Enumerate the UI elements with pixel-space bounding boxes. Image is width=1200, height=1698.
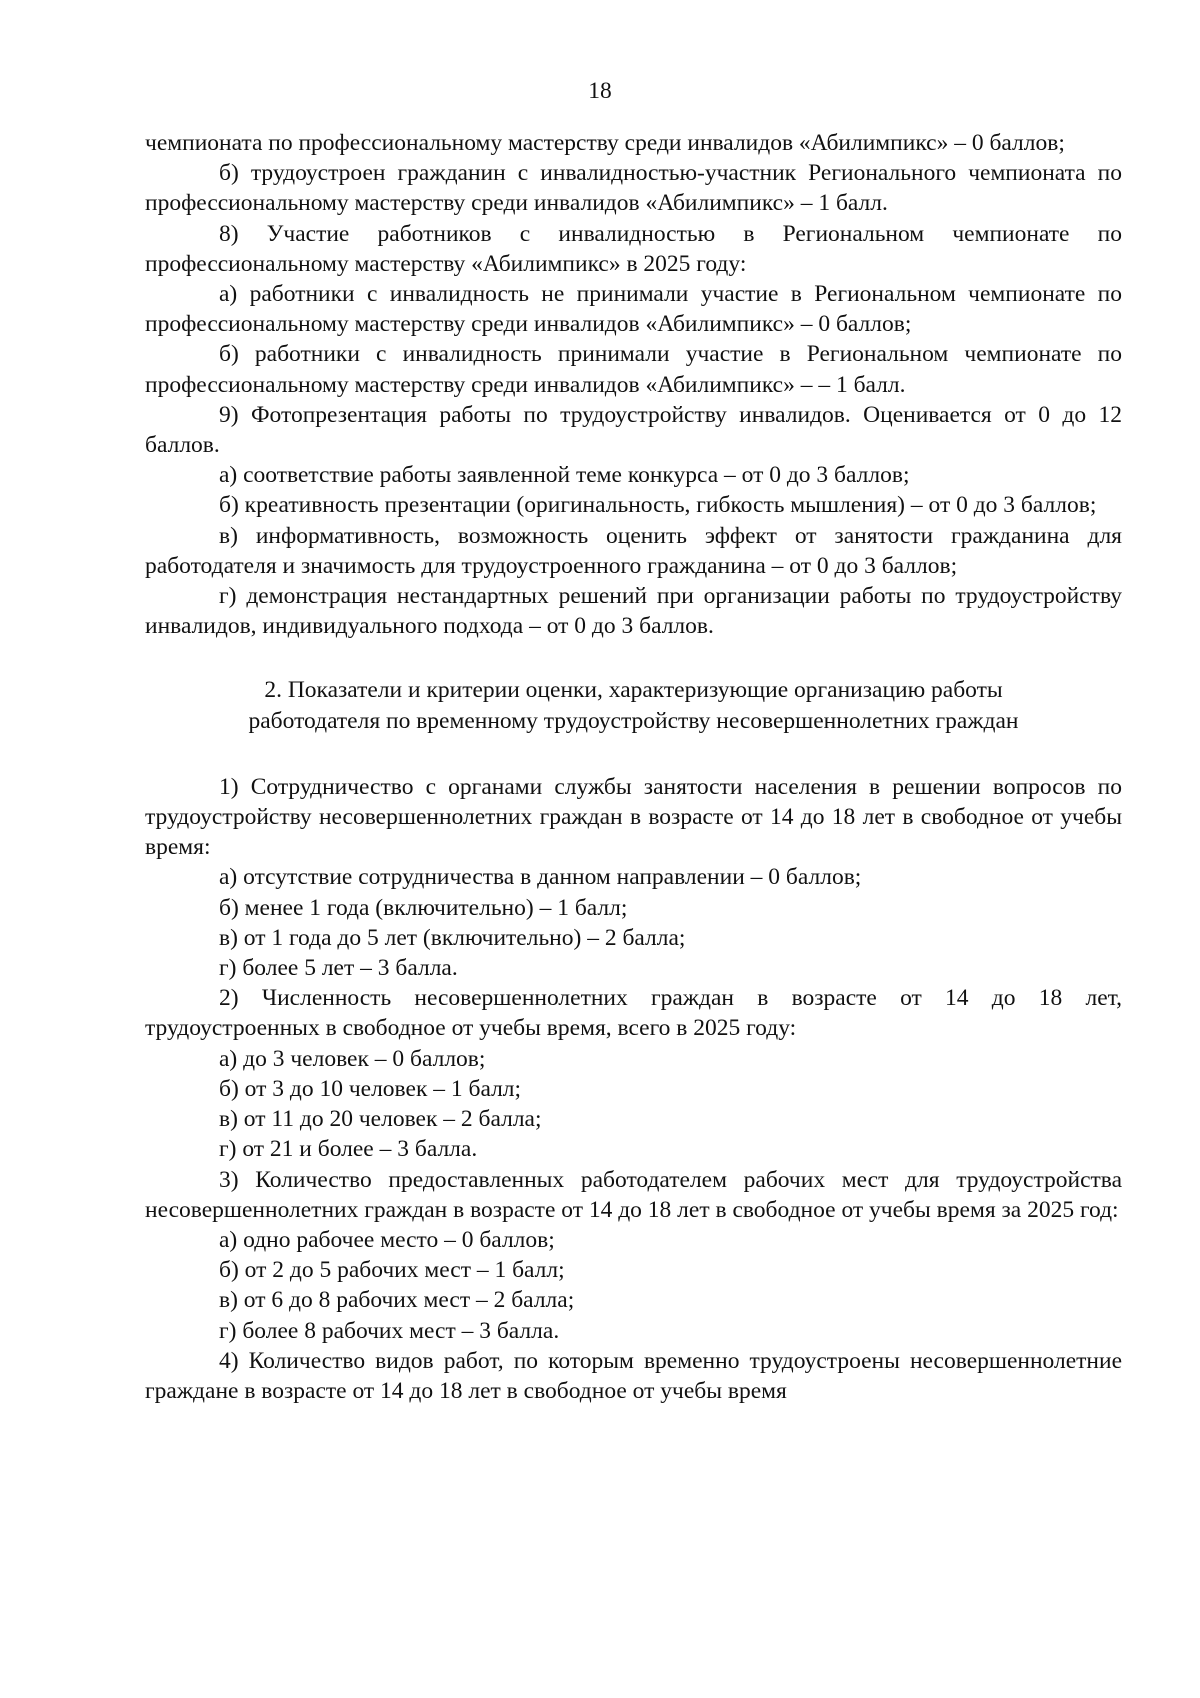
paragraph: 2) Численность несовершеннолетних граждан в возрасте от 14 до 18 лет, трудоустроенных в свободное от учебы время, всего в 2025 году: <box>145 985 1122 1042</box>
paragraph: в) от 11 до 20 человек – 2 балла; <box>219 1106 542 1133</box>
document-body <box>145 128 1122 1406</box>
top-paragraphs <box>145 128 1122 641</box>
paragraph: 3) Количество предоставленных работодателем рабочих мест для трудоустройства несовершеннолетних граждан в возрасте от 14 до 18 лет в свободное от учебы время за 2025 год: <box>145 1166 1122 1223</box>
paragraph: г) более 5 лет – 3 балла. <box>219 955 458 982</box>
paragraph: а) соответствие работы заявленной теме конкурса – от 0 до 3 баллов; <box>219 462 910 489</box>
paragraph: 8) Участие работников с инвалидностью в Региональном чемпионате по профессиональному мастерству «Абилимпикс» в 2025 году: <box>145 220 1122 277</box>
section-heading-line: 2. Показатели и критерии оценки, характеризующие организацию работы <box>264 677 1003 704</box>
paragraph: 1) Сотрудничество с органами службы занятости населения в решении вопросов по трудоустройству несовершеннолетних граждан в возрасте от 14 до 18 лет в свободное от учебы время: <box>145 773 1122 861</box>
section-heading <box>145 675 1122 735</box>
bottom-paragraphs <box>145 772 1122 1406</box>
paragraph: а) до 3 человек – 0 баллов; <box>219 1045 486 1072</box>
paragraph: чемпионата по профессиональному мастерству среди инвалидов «Абилимпикс» – 0 баллов; <box>145 130 1065 156</box>
paragraph: а) отсутствие сотрудничества в данном направлении – 0 баллов; <box>219 864 862 891</box>
paragraph: б) от 3 до 10 человек – 1 балл; <box>219 1075 522 1102</box>
paragraph: 4) Количество видов работ, по которым временно трудоустроены несовершеннолетние граждане в возрасте от 14 до 18 лет в свободное от учебы время <box>145 1347 1122 1404</box>
paragraph: г) более 8 рабочих мест – 3 балла. <box>219 1317 560 1344</box>
paragraph: б) менее 1 года (включительно) – 1 балл; <box>219 894 628 921</box>
paragraph: б) от 2 до 5 рабочих мест – 1 балл; <box>219 1257 565 1284</box>
paragraph: г) от 21 и более – 3 балла. <box>219 1136 478 1163</box>
paragraph: б) работники с инвалидность принимали участие в Региональном чемпионате по профессиональному мастерству среди инвалидов «Абилимпикс» – – 1 балл. <box>145 341 1122 398</box>
paragraph: в) информативность, возможность оценить эффект от занятости гражданина для работодателя и значимость для трудоустроенного гражданина – от 0 до 3 баллов; <box>145 522 1122 579</box>
paragraph: 9) Фотопрезентация работы по трудоустройству инвалидов. Оценивается от 0 до 12 баллов. <box>145 401 1122 459</box>
paragraph: б) креативность презентации (оригинальность, гибкость мышления) – от 0 до 3 баллов; <box>219 492 1097 519</box>
paragraph: в) от 1 года до 5 лет (включительно) – 2 балла; <box>219 924 686 951</box>
paragraph: а) работники с инвалидность не принимали участие в Региональном чемпионате по профессиональному мастерству среди инвалидов «Абилимпикс» – 0 баллов; <box>145 281 1122 338</box>
paragraph: а) одно рабочее место – 0 баллов; <box>219 1226 555 1253</box>
page-number: 18 <box>588 78 612 104</box>
paragraph: в) от 6 до 8 рабочих мест – 2 балла; <box>219 1287 575 1314</box>
paragraph: г) демонстрация нестандартных решений при организации работы по трудоустройству инвалидов, индивидуального подхода – от 0 до 3 баллов. <box>145 583 1122 640</box>
section-heading-line: работодателя по временному трудоустройству несовершеннолетних граждан <box>248 707 1019 734</box>
paragraph: б) трудоустроен гражданин с инвалидностью-участник Регионального чемпионата по профессиональному мастерству среди инвалидов «Абилимпикс» – 1 балл. <box>145 160 1122 217</box>
